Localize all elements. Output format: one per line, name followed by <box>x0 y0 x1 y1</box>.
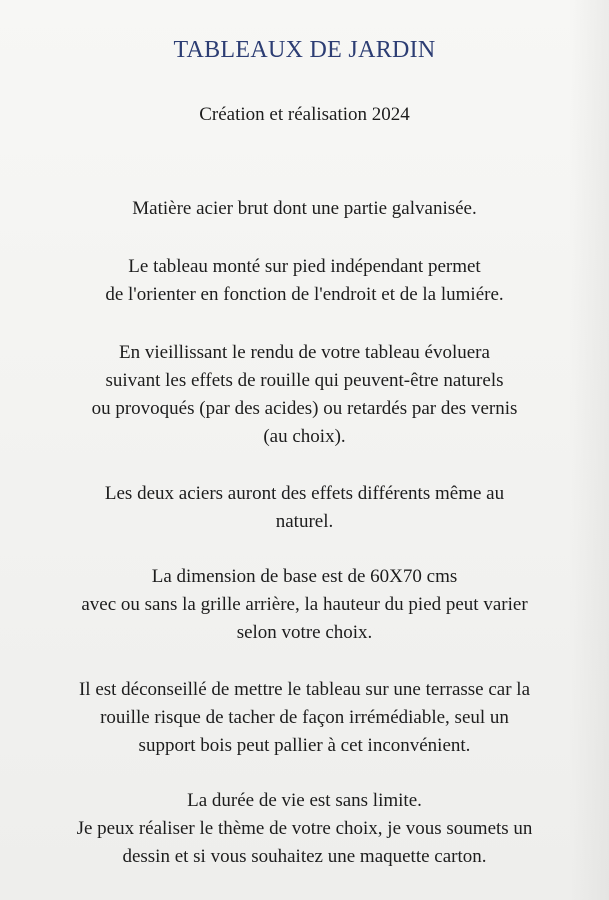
paragraph-dimensions <box>0 563 609 647</box>
paragraph-line: rouille risque de tacher de façon irrémédiable, seul un <box>100 707 509 728</box>
paragraph-line: naturel. <box>275 511 334 532</box>
paragraph-line: En vieillissant le rendu de votre tableau évoluera <box>119 342 490 363</box>
paragraph-line: La dimension de base est de 60X70 cms <box>151 566 458 587</box>
paragraph-material <box>0 195 609 223</box>
paragraph-aging <box>0 339 609 451</box>
paragraph-line: Je peux réaliser le thème de votre choix, je vous soumets un <box>76 818 533 839</box>
document-title: TABLEAUX DE JARDIN <box>173 37 436 63</box>
paragraph-line: (au choix). <box>263 426 346 447</box>
paragraph-line: Matière acier brut dont une partie galvanisée. <box>132 198 477 219</box>
paragraph-line: selon votre choix. <box>236 622 373 643</box>
paragraph-lifetime <box>0 787 609 871</box>
paragraph-line: La durée de vie est sans limite. <box>187 790 422 811</box>
paragraph-line: avec ou sans la grille arrière, la hauteur du pied peut varier <box>81 594 528 615</box>
paragraph-warning <box>0 676 609 760</box>
document-subtitle: Création et réalisation 2024 <box>199 104 410 125</box>
paragraph-line: suivant les effets de rouille qui peuvent-être naturels <box>105 370 504 391</box>
paragraph-line: Il est déconseillé de mettre le tableau sur une terrasse car la <box>78 679 531 700</box>
paragraph-line: ou provoqués (par des acides) ou retardés par des vernis <box>91 398 518 419</box>
paragraph-line: dessin et si vous souhaitez une maquette carton. <box>122 846 487 867</box>
paragraph-steels <box>0 480 609 536</box>
paragraph-line: Le tableau monté sur pied indépendant permet <box>128 256 481 277</box>
paragraph-line: de l'orienter en fonction de l'endroit et de la lumiére. <box>105 284 504 305</box>
paragraph-line: support bois peut pallier à cet inconvénient. <box>138 735 471 756</box>
paragraph-stand <box>0 253 609 309</box>
paragraph-line: Les deux aciers auront des effets différents même au <box>104 483 505 504</box>
